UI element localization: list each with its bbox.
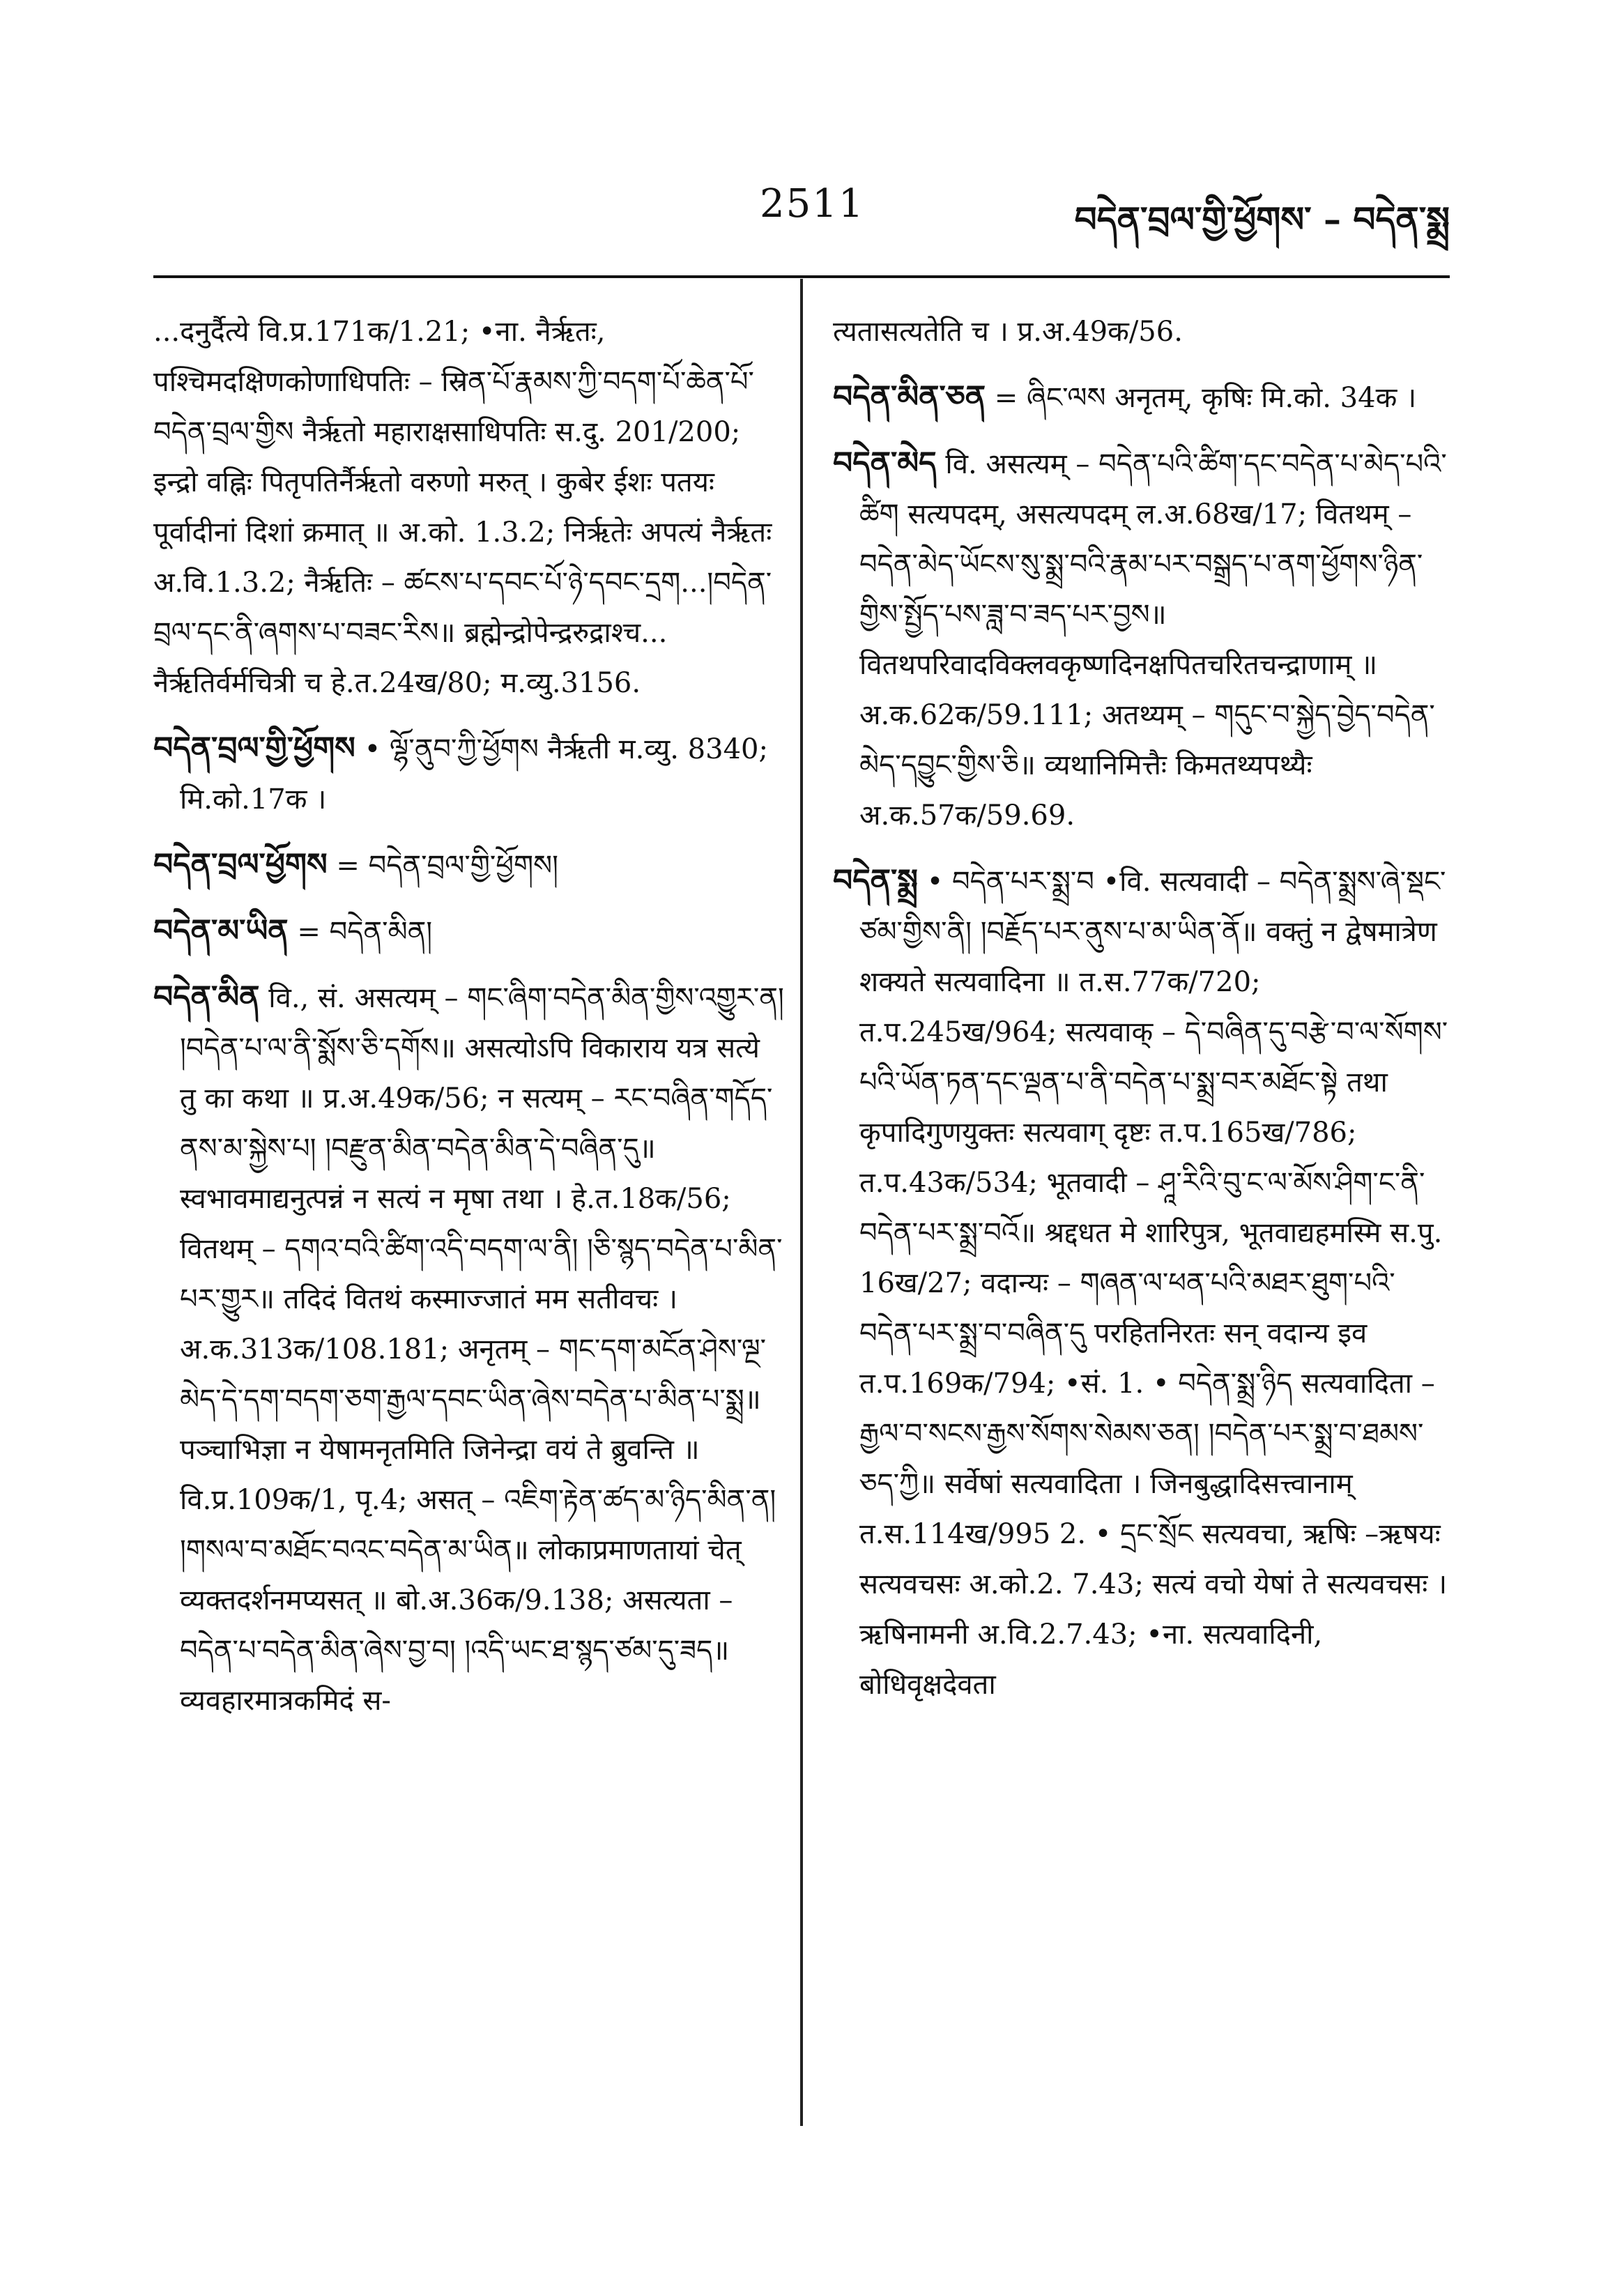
entry-text: = ཞིང་ལས अनृतम्, कृषिः मि.को. 34क । xyxy=(994,382,1417,414)
dictionary-entry xyxy=(833,438,1453,841)
continuation-text: त्यतासत्यतेति च । प्र.अ.49क/56. xyxy=(833,316,1183,348)
entry-text: = བདེན་བྲལ་གྱི་ཕྱོགས། xyxy=(336,850,559,882)
dictionary-entry xyxy=(153,972,784,1726)
dictionary-entry xyxy=(833,372,1453,423)
entry-headword: བདེན་བྲལ་གྱི་ཕྱོགས xyxy=(153,730,355,766)
entry-text: • ལྷོ་ནུབ་ཀྱི་ཕྱོགས नैर्ऋती म.व्यु. 8340; मि.को.17क । xyxy=(180,733,768,816)
entry-text: • བདེན་པར་སྨྲ་བ •वि. सत्यवादी – བདེན་སྨྲས་ཞེ་སྡང་ཙམ་གྱིས་ནི། །བརྗོད་པར་ནུས་པ་མ་ཡིན་ནོ॥ वक्तुं न द्वेषमात्रेण शक्यते सत्यवादिना ॥ त.स.77क/720; त.प.245ख/964; सत्यवाक् – དེ་བཞིན་དུ་བརྩེ་བ་ལ་སོགས་པའི་ཡོན་ཏན་དང་ལྡན་པ་ནི་བདེན་པ་སྨྲ་བར་མཐོང་སྟེ तथा कृपादिगुणयुक्तः सत्यवाग् दृष्टः त.प.165ख/786; त.प.43क/534; भूतवादी – ཤཱ་རིའི་བུ་ང་ལ་མོས་ཤིག་ང་ནི་བདེན་པར་སྨྲ་བའོ॥ श्रद्दधत मे शारिपुत्र, भूतवाद्यहमस्मि स.पु. 16ख/27; वदान्यः – གཞན་ལ་ཕན་པའི་མཐར་ཐུག་པའི་བདེན་པར་སྨྲ་བ་བཞིན་དུ परहितनिरतः सन् वदान्य इव त.प.169क/794; •सं. 1. • བདེན་སྨྲ་ཉིད सत्यवादिता – རྒྱལ་བ་སངས་རྒྱས་སོགས་སེམས་ཅན། །བདེན་པར་སྨྲ་བ་ཐམས་ཅད་ཀྱི॥ सर्वेषां सत्यवादिता । जिनबुद्धादिसत्त्वानाम् त.स.114ख/995 2. • དྲང་སྲོང सत्यवचा, ऋषिः –ऋषयः सत्यवचसः अ.को.2. 7.43; सत्यं वचो येषां ते सत्यवचसः । ऋषिनामनी अ.वि.2.7.43; •ना. सत्यवादिनी, बोधिवृक्षदेवता xyxy=(859,866,1448,1701)
dictionary-entry xyxy=(153,840,784,891)
dictionary-entry xyxy=(153,724,784,825)
continuation-text: ...दनुर्दैत्ये वि.प्र.171क/1.21; •ना. नैर्ऋतः, पश्चिमदक्षिणकोणाधिपतिः – स्रिན་པོ་རྣམས་ཀྱི་བདག་པོ་ཆེན་པོ་བདེན་བྲལ་གྱིས नैर्ऋतो महाराक्षसाधिपतिः स.दु. 201/200; इन्द्रो वह्निः पितृपतिर्नैर्ऋतो वरुणो मरुत् । कुबेर ईशः पतयः पूर्वादीनां दिशां क्रमात् ॥ अ.को. 1.3.2; निर्ऋतेः अपत्यं नैर्ऋतः अ.वि.1.3.2; नैर्ऋतिः – ཚངས་པ་དབང་པོ་ཉེ་དབང་དྲག...།བདེན་བྲལ་དང་ནི་ཞགས་པ་བཟང་རིས॥ ब्रह्मेन्द्रोपेन्द्ररुद्राश्च... नैर्ऋतिर्वर्मचित्री च हे.त.24ख/80; म.व्यु.3156. xyxy=(153,316,772,699)
header-rule xyxy=(153,275,1450,278)
right-column xyxy=(833,307,1453,1725)
dictionary-entry xyxy=(833,856,1453,1710)
entry-headword: བདེན་བྲལ་ཕྱོགས xyxy=(153,847,328,882)
dictionary-entry xyxy=(153,906,784,957)
left-column xyxy=(153,307,784,1741)
entry-text: वि., सं. असत्यम् – གང་ཞིག་བདེན་མིན་གྱིས་འགྱུར་ན། །བདེན་པ་ལ་ནི་སྨོས་ཅི་དགོས॥ असत्योऽपि विकाराय यत्र सत्ये तु का कथा ॥ प्र.अ.49क/56; न सत्यम् – རང་བཞིན་གདོད་ནས་མ་སྐྱེས་པ། །བརྫུན་མིན་བདེན་མིན་དེ་བཞིན་དུ॥ स्वभावमाद्यनुत्पन्नं न सत्यं न मृषा तथा । हे.त.18क/56; वितथम् – དགའ་བའི་ཚིག་འདི་བདག་ལ་ནི། །ཅི་སྙད་བདེན་པ་མིན་པར་གྱུར॥ तदिदं वितथं कस्माज्जातं मम सतीवचः । अ.क.313क/108.181; अनृतम् – གང་དག་མངོན་ཤེས་ལྔ་མེད་དེ་དག་བདག་ཅག་རྒྱལ་དབང་ཡིན་ཞེས་བདེན་པ་མིན་པ་སྨྲ॥ पञ्चाभिज्ञा न येषामनृतमिति जिनेन्द्रा वयं ते ब्रुवन्ति ॥ वि.प्र.109क/1, पृ.4; असत् – འཇིག་རྟེན་ཚད་མ་ཉིད་མིན་ན། །གསལ་བ་མཐོང་བའང་བདེན་མ་ཡིན॥ लोकाप्रमाणतायां चेत् व्यक्तदर्शनमप्यसत् ॥ बो.अ.36क/9.138; असत्यता – བདེན་པ་བདེན་མིན་ཞེས་བྱ་བ། །འདི་ཡང་ཐ་སྙད་ཙམ་དུ་ཟད॥ व्यवहारमात्रकमिदं स- xyxy=(180,982,784,1717)
entry-headword: བདེན་མ་ཡིན xyxy=(153,913,289,949)
entry-headword: བདེན་མིན xyxy=(153,979,260,1015)
entry-headword: བདེན་སྨྲ xyxy=(833,863,918,898)
entry-text: = བདེན་མིན། xyxy=(297,916,433,948)
running-head: བདེན་བྲལ་གྱི་ཕྱོགས་ – བདེན་སྨྲ xyxy=(1074,199,1450,240)
page-number: 2511 xyxy=(760,181,865,227)
page-header xyxy=(153,174,1450,251)
entry-headword: བདེན་མིན་ཅན xyxy=(833,379,986,415)
entry-text: वि. असत्यम् – བདེན་པའི་ཚིག་དང་བདེན་པ་མེད་པའི་ཚིག सत्यपदम्, असत्यपदम् ल.अ.68ख/17; वितथम् – བདེན་མེད་ཡོངས་སུ་སྨྲ་བའི་རྣམ་པར་བསྒྲད་པ་ནག་ཕྱོགས་ཉིན་གྱིས་སྤྱོད་པས་ཟླ་བ་ཟད་པར་བྱས॥ वितथपरिवादविक्लवकृष्णदिनक्षपितचरितचन्द्राणाम् ॥ अ.क.62क/59.111; अतथ्यम् – གདུང་བ་སྐྱེད་བྱེད་བདེན་མེད་དབྱུང་གྱིས་ཅི॥ व्यथानिमित्तैः किमतथ्यपथ्यैः अ.क.57क/59.69. xyxy=(859,448,1447,832)
column-divider xyxy=(800,279,803,2126)
entry-headword: བདེན་མེད xyxy=(833,445,937,481)
